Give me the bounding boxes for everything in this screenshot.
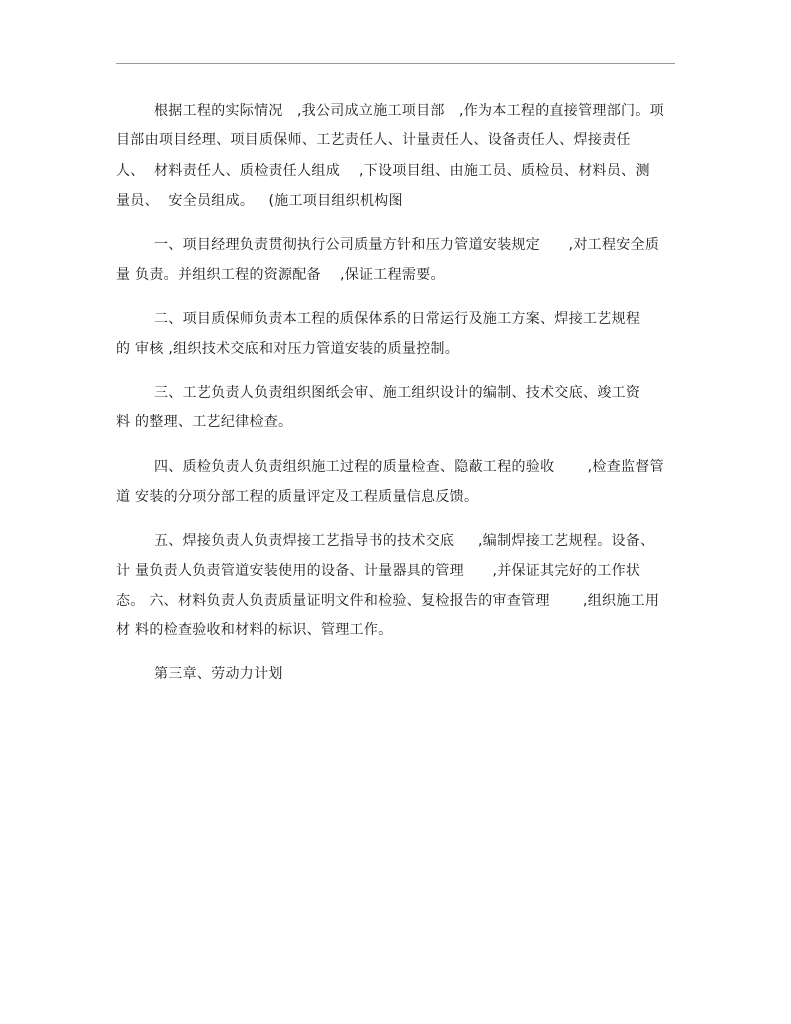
text-line: 目部由项目经理、项目质保师、工艺责任人、计量责任人、设备责任人、焊接责任 bbox=[116, 132, 631, 148]
text-line: 材 料的检查验收和材料的标识、管理工作。 bbox=[116, 622, 393, 638]
text-line: 态。 六、材料负责人负责质量证明文件和检验、复检报告的审查管理 ,组织施工用 bbox=[116, 593, 660, 609]
text-line: 三、工艺负责人负责组织图纸会审、施工组织设计的编制、技术交底、竣工资 bbox=[116, 385, 641, 401]
header-rule bbox=[116, 63, 675, 64]
text-line: 四、质检负责人负责组织施工过程的质量检查、隐蔽工程的验收 ,检查监督管 bbox=[116, 459, 664, 475]
text-line: 料 的整理、工艺纪律检查。 bbox=[116, 414, 293, 430]
text-line: 道 安装的分项分部工程的质量评定及工程质量信息反馈。 bbox=[116, 489, 479, 505]
text-line: 的 审核 ,组织技术交底和对压力管道安装的质量控制。 bbox=[116, 341, 460, 357]
text-line: 二、项目质保师负责本工程的质保体系的日常运行及施工方案、焊接工艺规程 bbox=[116, 311, 641, 327]
text-line: 五、焊接负责人负责焊接工艺指导书的技术交底 ,编制焊接工艺规程。设备、 bbox=[116, 533, 655, 549]
text-line: 人、 材料责任人、质检责任人组成 ,下设项目组、由施工员、质检员、材料员、测 bbox=[116, 163, 650, 179]
text-line: 一、项目经理负责贯彻执行公司质量方针和压力管道安装规定 ,对工程安全质 bbox=[116, 237, 660, 253]
chapter-heading: 第三章、劳动力计划 bbox=[116, 666, 283, 682]
text-line: 根据工程的实际情况 ,我公司成立施工项目部 ,作为本工程的直接管理部门。项 bbox=[116, 103, 664, 119]
text-line: 量 负责。并组织工程的资源配备 ,保证工程需要。 bbox=[116, 267, 445, 283]
text-line: 量员、 安全员组成。 (施工项目组织机构图 bbox=[116, 193, 403, 209]
text-line: 计 量负责人负责管道安装使用的设备、计量器具的管理 ,并保证其完好的工作状 bbox=[116, 563, 641, 579]
